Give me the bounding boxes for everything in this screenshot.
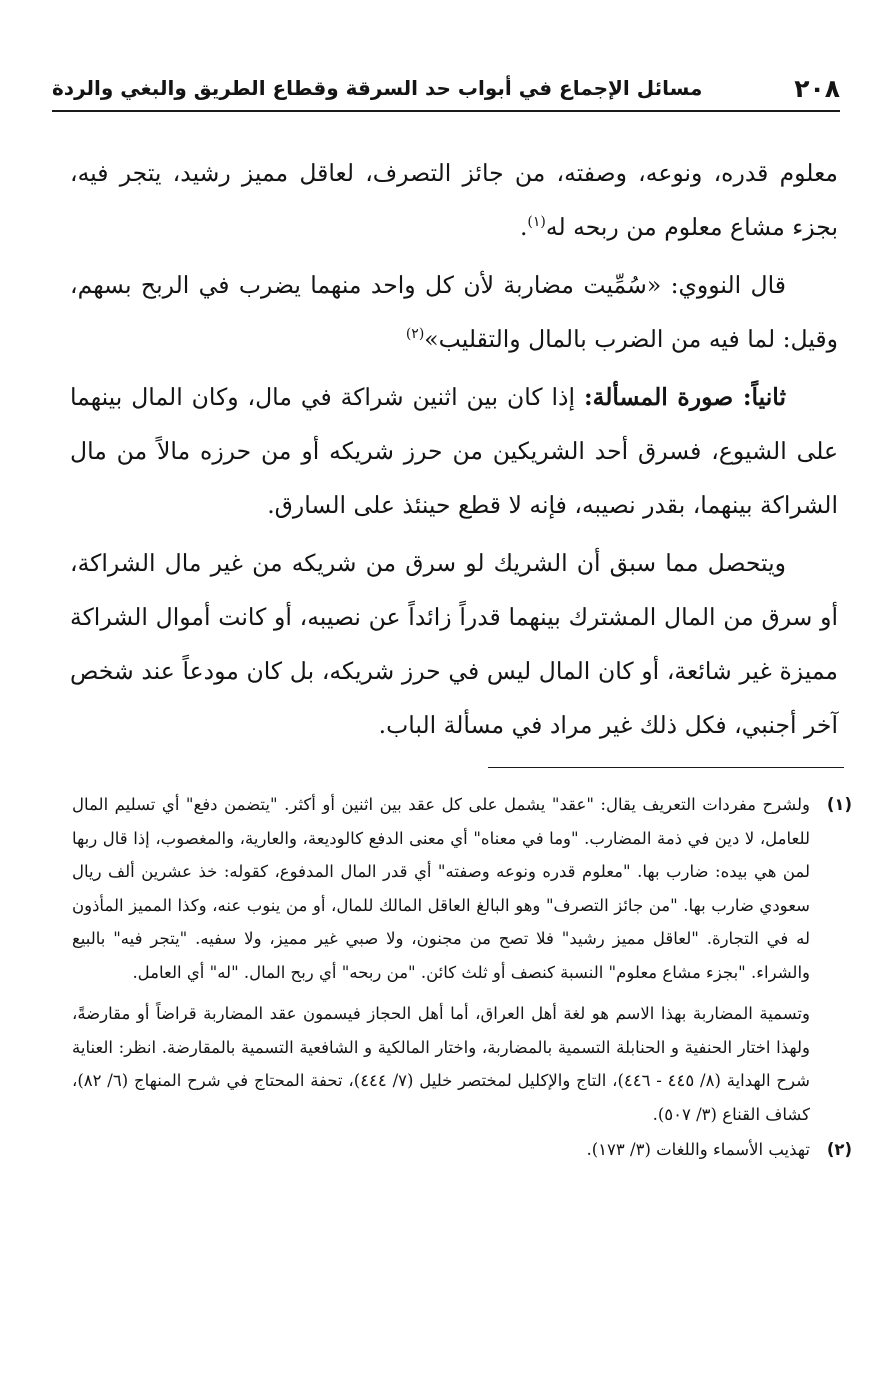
page-header: [52, 66, 840, 112]
paragraph-text: إذا كان بين اثنين شراكة في مال، وكان المال بينهما على الشيوع، فسرق أحد الشريكين من حرز شريكه أو من حرزه مالاً من مال الشراكة بينهما، بقدر نصيبه، فإنه لا قطع حينئذ على السارق.: [70, 383, 838, 519]
footnote-ref-2: (٢): [405, 326, 425, 343]
section-label: ثانياً: صورة المسألة:: [583, 383, 786, 411]
page-number: ٢٠٨: [794, 73, 840, 103]
footnote-number: (٢): [826, 1140, 852, 1159]
footnote-body: [72, 1133, 810, 1167]
footnote-2: [72, 1133, 852, 1167]
paragraph-text: معلوم قدره، ونوعه، وصفته، من جائز التصرف، لعاقل مميز رشيد، يتجر فيه، بجزء مشاع معلوم من ربحه له: [70, 159, 838, 241]
paragraph-definition: [70, 146, 838, 254]
footnote-ref-1: (١): [527, 214, 546, 231]
paragraph-issue-form: [70, 370, 838, 532]
paragraph-nawawi-quote: [70, 258, 838, 366]
footnote-separator: [488, 767, 844, 768]
footnote-body: [72, 788, 810, 1131]
paragraph-conclusion: [70, 536, 838, 752]
footnote-number: (١): [826, 795, 852, 814]
footnotes: [72, 788, 852, 1167]
paragraph-text: قال النووي: «سُمِّيت مضاربة لأن كل واحد منهما يضرب في الربح بسهم، وقيل: لما فيه من الضرب بالمال والتقليب»: [70, 271, 838, 353]
running-title: مسائل الإجماع في أبواب حد السرقة وقطاع الطريق والبغي والردة: [52, 76, 703, 100]
paragraph-end: .: [519, 213, 528, 241]
footnote-text: تهذيب الأسماء واللغات (٣/ ١٧٣).: [586, 1140, 810, 1159]
footnote-1: [72, 788, 852, 1131]
paragraph-text: ويتحصل مما سبق أن الشريك لو سرق من شريكه من غير مال الشراكة، أو سرق من المال المشترك بينهما قدراً زائداً عن نصيبه، أو كانت أموال الشراكة مميزة غير شائعة، أو كان المال ليس في حرز شريكه، بل كان مودعاً عند شخص آخر أجنبي، فكل ذلك غير مراد في مسألة الباب.: [70, 549, 838, 739]
footnote-text: ولشرح مفردات التعريف يقال: "عقد" يشمل على كل عقد بين اثنين أو أكثر. "يتضمن دفع" أي تسليم المال للعامل، لا دين في ذمة المضارب. "وما في معناه" أي معنى الدفع كالوديعة، والعارية، والمغصوب، إذا قال ربها لمن هي بيده: ضارب بها. "معلوم قدره ونوعه وصفته" أي قدر المال المدفوع، كقوله: خذ عشرين ألف ريال سعودي ضارب بها. "من جائز التصرف" وهو البالغ العاقل المالك للمال، أو من ينوب عنه، وكذا المميز المأذون له في التجارة. "لعاقل مميز رشيد" فلا تصح من مجنون، ولا صبي غير مميز، ولا سفيه. "يتجر فيه" بالبيع والشراء. "بجزء مشاع معلوم" النسبة كنصف أو ثلث كائن. "من ربحه" أي ربح المال. "له" أي العامل.: [72, 795, 810, 982]
main-text: [70, 146, 838, 752]
footnote-text: وتسمية المضاربة بهذا الاسم هو لغة أهل العراق، أما أهل الحجاز فيسمون عقد المضاربة قراضاً أو مقارضةً، ولهذا اختار الحنفية و الحنابلة التسمية بالمضاربة، واختار المالكية و الشافعية التسمية بالمقارضة. انظر: العناية شرح الهداية (٨/ ٤٤٥ - ٤٤٦)، التاج والإكليل لمختصر خليل (٧/ ٤٤٤)، تحفة المحتاج في شرح المنهاج (٦/ ٨٢)، كشاف القناع (٣/ ٥٠٧).: [72, 1004, 810, 1124]
